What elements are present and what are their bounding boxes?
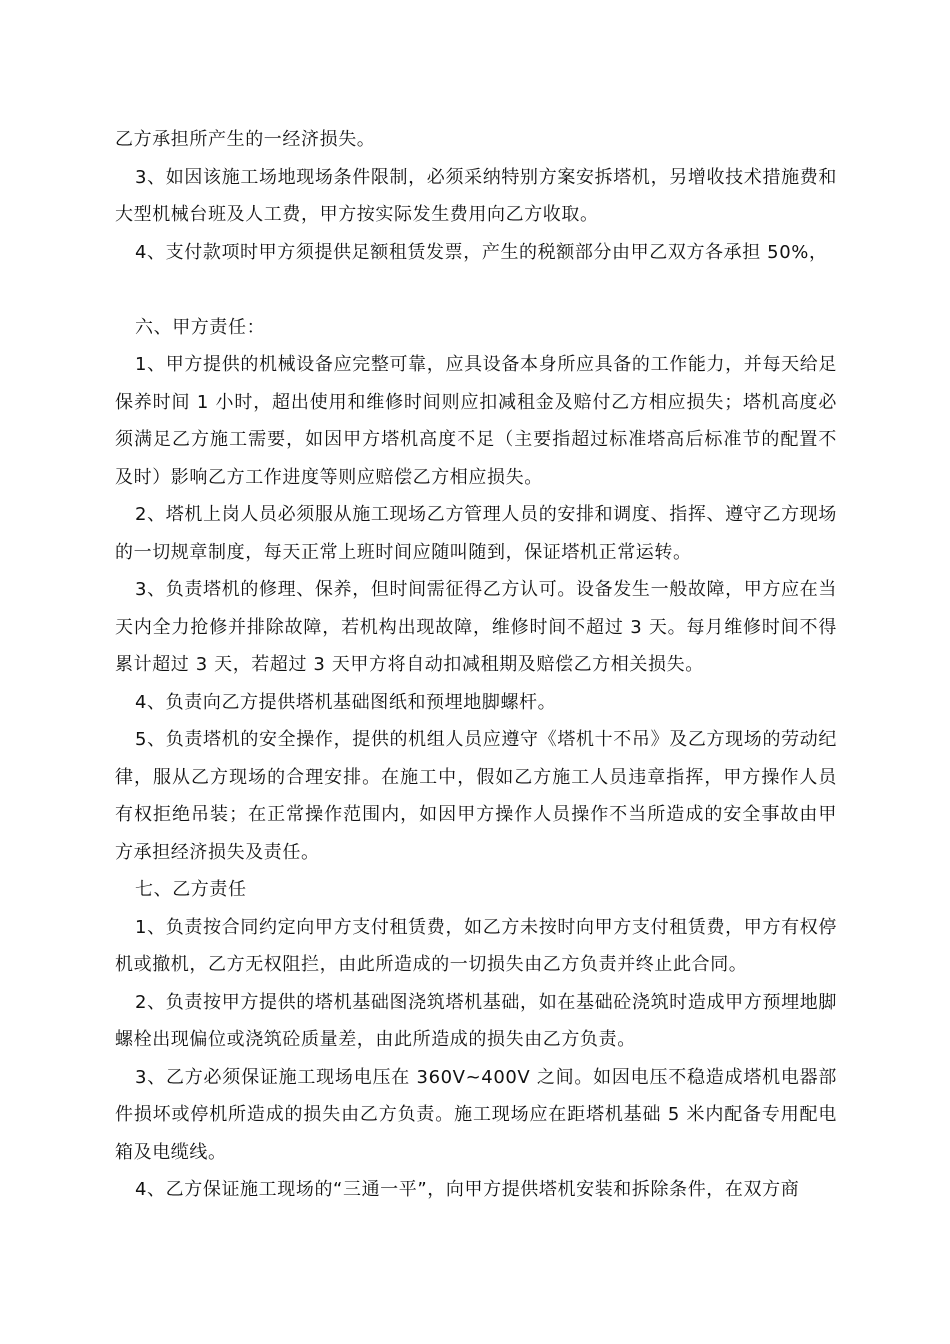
paragraph-party-a-equipment: 1、甲方提供的机械设备应完整可靠，应具设备本身所应具备的工作能力，并每天给足保养时间 1 小时，超出使用和维修时间则应扣减租金及赔付乙方相应损失；塔机高度必须满足乙方施工需要，如因甲方塔机高度不足（主要指超过标准塔高后标准节的配置不及时）影响乙方工作进度等则应赔偿乙方相应损失。 bbox=[115, 354, 837, 488]
paragraph-party-b-voltage: 3、乙方必须保证施工现场电压在 360V~400V 之间。如因电压不稳造成塔机电器部件损坏或停机所造成的损失由乙方负责。施工现场应在距塔机基础 5 米内配备专用配电箱及电缆线。 bbox=[115, 1066, 837, 1163]
paragraph-invoice-tax: 4、支付款项时甲方须提供足额租赁发票，产生的税额部分由甲乙双方各承担 50%， bbox=[135, 241, 828, 263]
paragraph-party-b-foundation: 2、负责按甲方提供的塔机基础图浇筑塔机基础，如在基础砼浇筑时造成甲方预埋地脚螺栓出现偏位或浇筑砼质量差，由此所造成的损失由乙方负责。 bbox=[115, 991, 837, 1050]
paragraph-special-dismantling-fee: 3、如因该施工场地现场条件限制，必须采纳特别方案安拆塔机，另增收技术措施费和大型机械台班及人工费，甲方按实际发生费用向乙方收取。 bbox=[115, 166, 837, 225]
section-heading-party-b-duties: 七、乙方责任 bbox=[135, 879, 247, 900]
paragraph-party-a-staff: 2、塔机上岗人员必须服从施工现场乙方管理人员的安排和调度、指挥、遵守乙方现场的一切规章制度，每天正常上班时间应随叫随到，保证塔机正常运转。 bbox=[115, 504, 837, 563]
paragraph-party-b-site-conditions: 4、乙方保证施工现场的“三通一平”，向甲方提供塔机安装和拆除条件，在双方商 bbox=[135, 1179, 800, 1200]
paragraph-party-a-safety: 5、负责塔机的安全操作，提供的机组人员应遵守《塔机十不吊》及乙方现场的劳动纪律，服从乙方现场的合理安排。在施工中，假如乙方施工人员违章指挥，甲方操作人员有权拒绝吊装；在正常操作范围内，如因甲方操作人员操作不当所造成的安全事故由甲方承担经济损失及责任。 bbox=[115, 729, 837, 863]
document-body bbox=[115, 121, 837, 1209]
paragraph-loss-clause: 乙方承担所产生的一经济损失。 bbox=[115, 129, 376, 150]
paragraph-party-a-maintenance: 3、负责塔机的修理、保养，但时间需征得乙方认可。设备发生一般故障，甲方应在当天内全力抢修并排除故障，若机构出现故障，维修时间不超过 3 天。每月维修时间不得累计超过 3 天，若超过 3 天甲方将自动扣减租期及赔偿乙方相关损失。 bbox=[115, 579, 837, 675]
paragraph-party-b-payment: 1、负责按合同约定向甲方支付租赁费，如乙方未按时向甲方支付租赁费，甲方有权停机或撤机，乙方无权阻拦，由此所造成的一切损失由乙方负责并终止此合同。 bbox=[115, 916, 837, 975]
paragraph-spacer bbox=[115, 271, 837, 309]
section-heading-party-a-duties: 六、甲方责任： bbox=[135, 316, 266, 338]
paragraph-party-a-foundation-drawings: 4、负责向乙方提供塔机基础图纸和预埋地脚螺杆。 bbox=[135, 691, 557, 713]
